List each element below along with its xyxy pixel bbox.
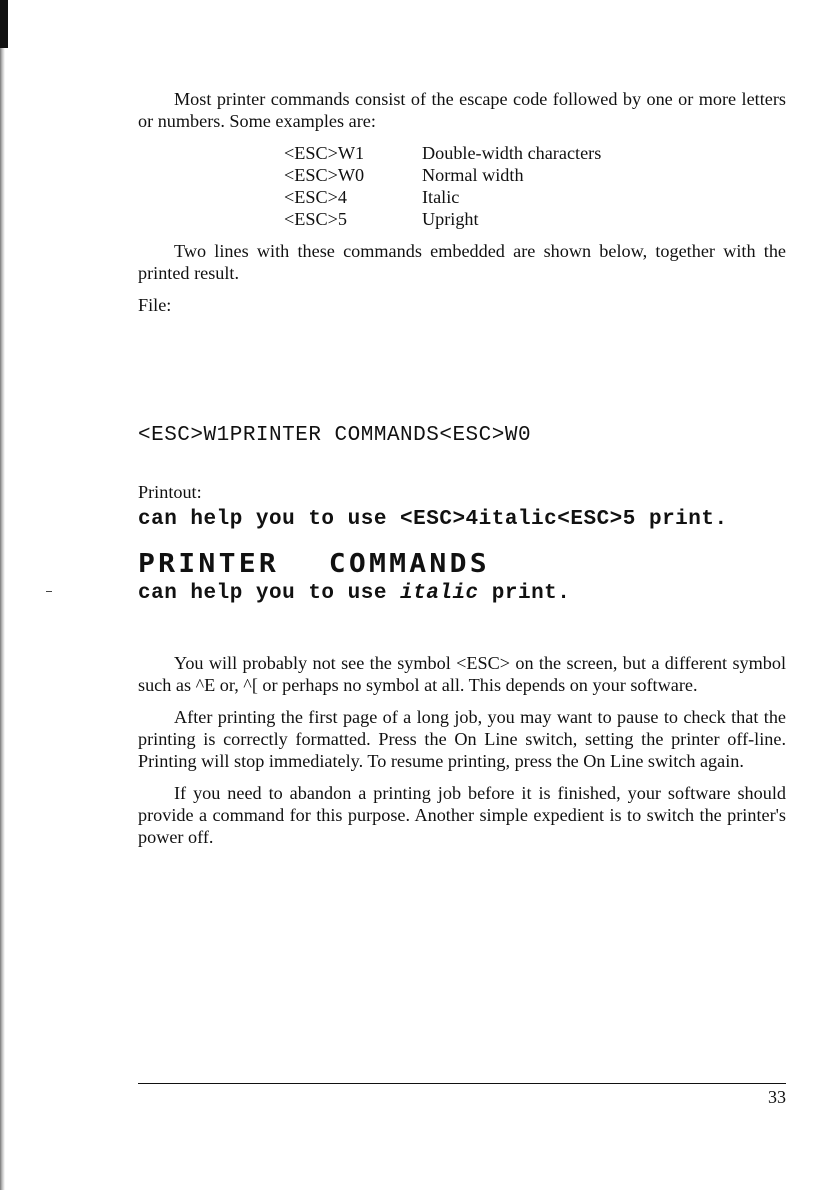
page-content — [138, 88, 786, 847]
intro-paragraph: Most printer commands consist of the escape code followed by one or more letters or numbers. Some examples are: — [138, 89, 786, 131]
example-description: Normal width — [422, 165, 524, 185]
example-description: Double-width characters — [422, 143, 602, 163]
printout-line-end: print. — [478, 582, 571, 605]
printout-line — [138, 580, 798, 608]
examples-list — [138, 142, 786, 230]
example-description: Upright — [422, 209, 479, 229]
example-code: <ESC>W1 — [284, 143, 365, 163]
printout-title-word-1: PRINTER — [138, 549, 280, 579]
example-row — [138, 186, 786, 208]
printout-italic-word: italic — [400, 582, 479, 605]
margin-dash — [46, 591, 52, 592]
scan-edge — [0, 0, 5, 1190]
example-row — [138, 142, 786, 164]
footer-rule — [138, 1083, 786, 1084]
page-number: 33 — [768, 1087, 786, 1107]
closing-paragraphs — [138, 652, 786, 858]
symbol-paragraph: You will probably not see the symbol <ESC> on the screen, but a different symbol such as ^E or, ^[ or perhaps no symbol at all. This depends on your software. — [138, 653, 786, 695]
printout-title-word-2: COMMANDS — [328, 549, 490, 579]
printout-title — [138, 548, 840, 580]
embedded-intro-paragraph: Two lines with these commands embedded are shown below, together with the printed result. — [138, 241, 786, 283]
example-code: <ESC>5 — [284, 209, 347, 229]
printout-line-start: can help you to use — [138, 582, 401, 605]
file-label: File: — [138, 295, 172, 315]
example-description: Italic — [422, 187, 460, 207]
pause-paragraph: After printing the first page of a long job, you may want to pause to check that the printing is correctly formatted. Press the On Line switch, setting the printer off-line. Printing will stop immediately. To resume printing, press the On Line switch again. — [138, 707, 786, 771]
abandon-paragraph: If you need to abandon a printing job before it is finished, your software should provide a command for this purpose. Another simple expedient is to switch the printer's power off. — [138, 783, 786, 847]
file-line-2: can help you to use <ESC>4italic<ESC>5 print. — [138, 508, 728, 531]
example-code: <ESC>4 — [284, 187, 347, 207]
scan-mark — [0, 0, 8, 48]
printout-label: Printout: — [138, 482, 202, 502]
example-row — [138, 164, 786, 186]
example-code: <ESC>W0 — [284, 165, 365, 185]
file-line-1: <ESC>W1PRINTER COMMANDS<ESC>W0 — [138, 424, 532, 447]
example-row — [138, 208, 786, 230]
printout-block — [138, 548, 798, 608]
